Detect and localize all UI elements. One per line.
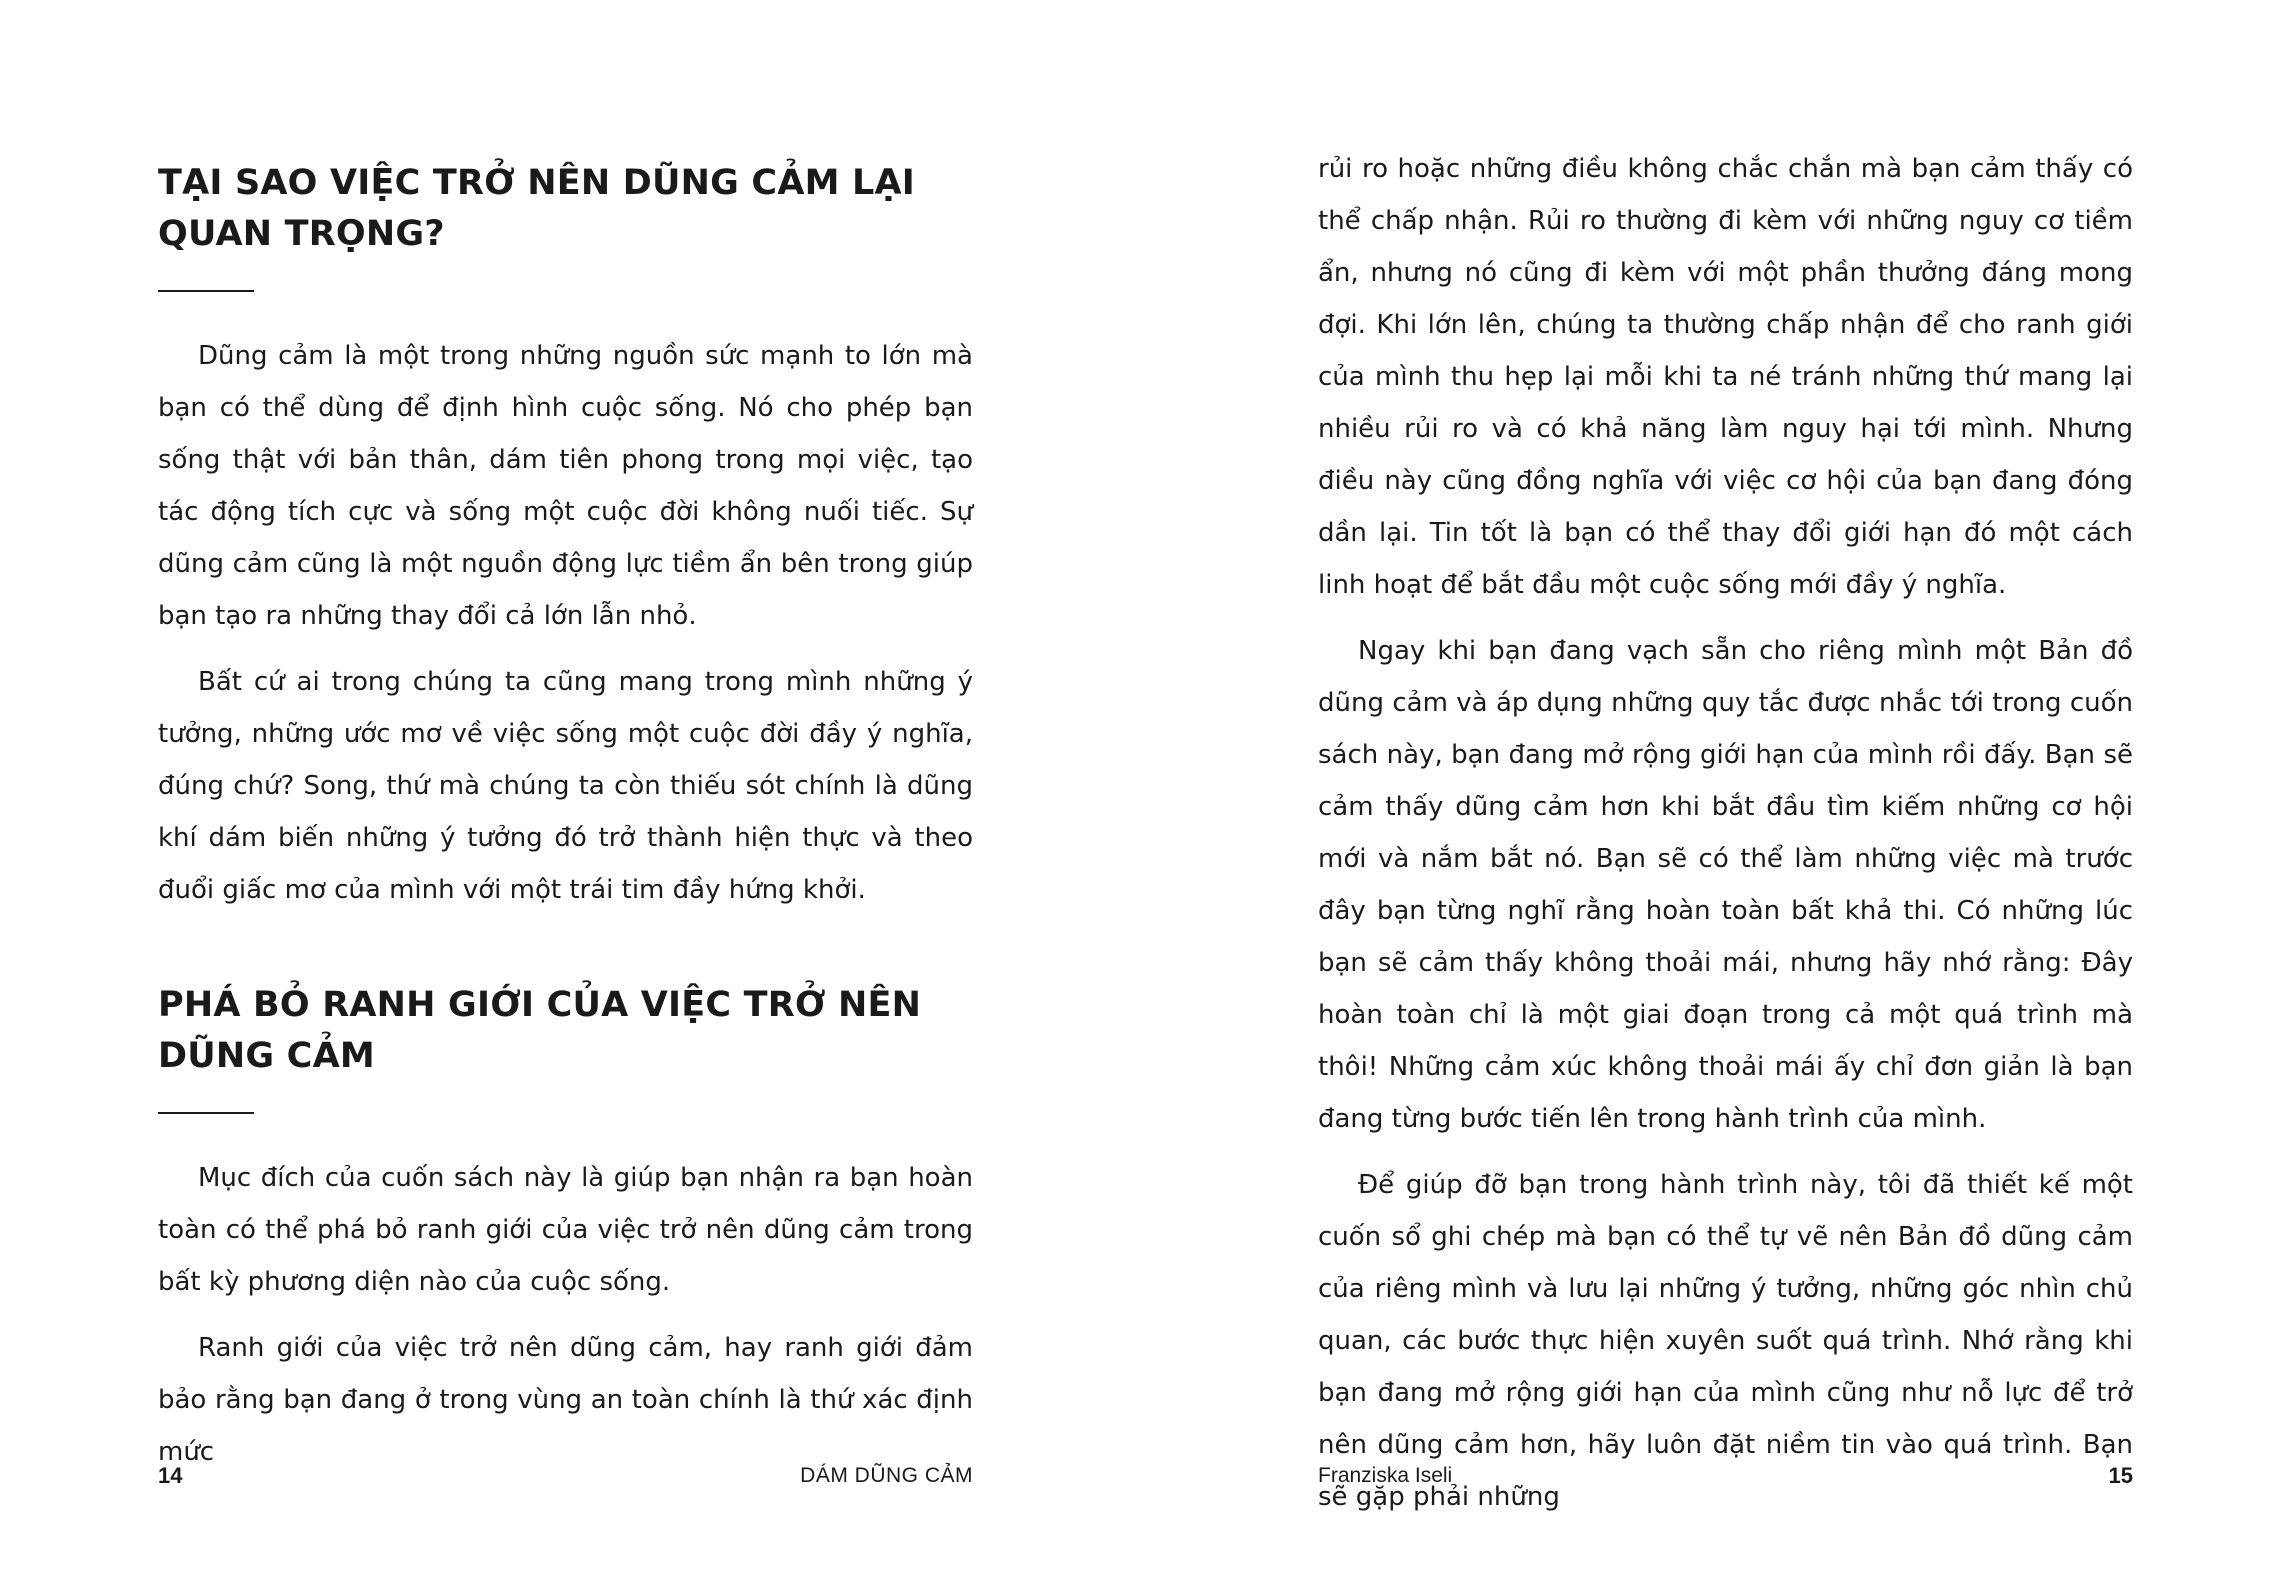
paragraph: Ngay khi bạn đang vạch sẵn cho riêng mình một Bản đồ dũng cảm và áp dụng những quy tắc được nhắc tới trong cuốn sách này, bạn đang mở rộng giới hạn của mình rồi đấy. Bạn sẽ cảm thấy dũng cảm hơn khi bắt đầu tìm kiếm những cơ hội mới và nắm bắt nó. Bạn sẽ có thể làm những việc mà trước đây bạn từng nghĩ rằng hoàn toàn bất khả thi. Có những lúc bạn sẽ cảm thấy không thoải mái, nhưng hãy nhớ rằng: Đây hoàn toàn chỉ là một giai đoạn trong cả một quá trình mà thôi! Những cảm xúc không thoải mái ấy chỉ đơn giản là bạn đang từng bước tiến lên trong hành trình của mình.: [1318, 636, 2133, 1134]
heading-underline: [158, 1112, 973, 1114]
paragraph: Bất cứ ai trong chúng ta cũng mang trong mình những ý tưởng, những ước mơ về việc sống một cuộc đời đầy ý nghĩa, đúng chứ? Song, thứ mà chúng ta còn thiếu sót chính là dũng khí dám biến những ý tưởng đó trở thành hiện thực và theo đuổi giấc mơ của mình với một trái tim đầy hứng khởi.: [158, 667, 973, 905]
running-title: DÁM DŨNG CẢM: [800, 1464, 973, 1487]
section-heading-line: TẠI SAO VIỆC TRỞ NÊN DŨNG CẢM LẠI: [158, 163, 916, 203]
paragraph: rủi ro hoặc những điều không chắc chắn mà bạn cảm thấy có thể chấp nhận. Rủi ro thường đi kèm với những nguy cơ tiềm ẩn, nhưng nó cũng đi kèm với một phần thưởng đáng mong đợi. Khi lớn lên, chúng ta thường chấp nhận để cho ranh giới của mình thu hẹp lại mỗi khi ta né tránh những thứ mang lại nhiều rủi ro và có khả năng làm nguy hại tới mình. Nhưng điều này cũng đồng nghĩa với việc cơ hội của bạn đang đóng dần lại. Tin tốt là bạn có thể thay đổi giới hạn đó một cách linh hoạt để bắt đầu một cuộc sống mới đầy ý nghĩa.: [1318, 154, 2133, 600]
section-heading-why-courage: [158, 158, 973, 260]
section-heading-break-boundaries: [158, 980, 973, 1082]
right-page: [1318, 0, 2133, 1575]
page-number: 15: [2108, 1463, 2133, 1488]
section-heading-line: PHÁ BỎ RANH GIỚI CỦA VIỆC TRỞ NÊN: [158, 985, 922, 1025]
section-heading-line: QUAN TRỌNG?: [158, 214, 445, 254]
page-body: [1318, 143, 2133, 1523]
paragraph: Mục đích của cuốn sách này là giúp bạn nhận ra bạn hoàn toàn có thể phá bỏ ranh giới của việc trở nên dũng cảm trong bất kỳ phương diện nào của cuộc sống.: [158, 1163, 973, 1297]
section-body: [158, 330, 973, 916]
section-heading-line: DŨNG CẢM: [158, 1036, 375, 1076]
running-author: Franziska Iseli: [1318, 1464, 1453, 1487]
page-number: 14: [158, 1463, 183, 1488]
section-body: [158, 1152, 973, 1478]
paragraph: Để giúp đỡ bạn trong hành trình này, tôi đã thiết kế một cuốn sổ ghi chép mà bạn có thể tự vẽ nên Bản đồ dũng cảm của riêng mình và lưu lại những ý tưởng, những góc nhìn chủ quan, các bước thực hiện xuyên suốt quá trình. Nhớ rằng khi bạn đang mở rộng giới hạn của mình cũng như nỗ lực để trở nên dũng cảm hơn, hãy luôn đặt niềm tin vào quá trình. Bạn sẽ gặp phải những: [1318, 1170, 2133, 1512]
left-page: [158, 0, 973, 1575]
paragraph: Ranh giới của việc trở nên dũng cảm, hay ranh giới đảm bảo rằng bạn đang ở trong vùng an toàn chính là thứ xác định mức: [158, 1333, 973, 1467]
paragraph: Dũng cảm là một trong những nguồn sức mạnh to lớn mà bạn có thể dùng để định hình cuộc sống. Nó cho phép bạn sống thật với bản thân, dám tiên phong trong mọi việc, tạo tác động tích cực và sống một cuộc đời không nuối tiếc. Sự dũng cảm cũng là một nguồn động lực tiềm ẩn bên trong giúp bạn tạo ra những thay đổi cả lớn lẫn nhỏ.: [158, 341, 973, 631]
heading-underline: [158, 290, 973, 292]
